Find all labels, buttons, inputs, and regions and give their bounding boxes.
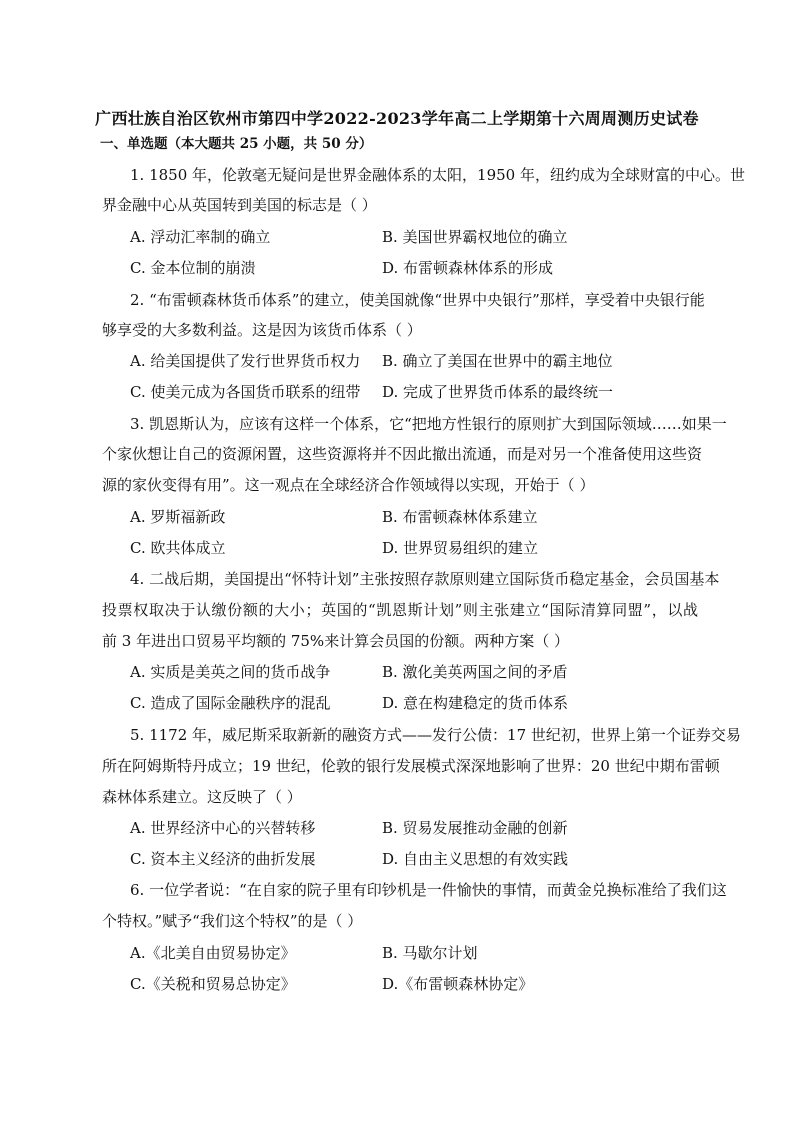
question-text-line: 2. “布雷顿森林货币体系”的建立，使美国就像“世界中央银行”那样，享受着中央银行能 [130,291,705,309]
question-text-line: 个家伙想让自己的资源闲置，这些资源将并不因此撤出流通，而是对另一个准备使用这些资 [102,445,703,463]
page-title: 广西壮族自治区钦州市第四中学2022-2023学年高二上学期第十六周周测历史试卷 [95,109,699,128]
option-c[interactable]: C.《关税和贸易总协定》 [130,975,296,993]
question-text-line: 6. 一位学者说：“在自家的院子里有印钞机是一件愉快的事情，而黄金兑换标准给了我们这 [130,881,727,899]
option-a[interactable]: A. 罗斯福新政 [130,508,226,526]
option-d[interactable]: D. 布雷顿森林体系的形成 [382,259,554,277]
question-text-line: 所在阿姆斯特丹成立；19 世纪，伦敦的银行发展模式深深地影响了世界：20 世纪中期布雷顿 [102,757,720,775]
option-c[interactable]: C. 欧共体成立 [130,539,226,557]
option-a[interactable]: A. 世界经济中心的兴替转移 [130,819,316,837]
section-note: （本大题共 25 小题，共 50 分） [167,136,373,152]
option-b[interactable]: B. 激化美英两国之间的矛盾 [382,663,568,681]
option-d[interactable]: D.《布雷顿森林协定》 [382,975,534,993]
section-label: 一、单选题 [100,136,168,152]
question-text-line: 个特权。”赋予“我们这个特权”的是（ ） [102,912,363,930]
question-text-line: 4. 二战后期，美国提出“怀特计划”主张按照存款原则建立国际货币稳定基金，会员国基本 [130,570,720,588]
question-text-line: 3. 凯恩斯认为，应该有这样一个体系，它“把地方性银行的原则扩大到国际领域……如果一 [130,415,727,433]
option-a[interactable]: A. 浮动汇率制的确立 [130,228,271,246]
option-c[interactable]: C. 资本主义经济的曲折发展 [130,850,316,868]
section-header [100,132,372,152]
question-text-line: 源的家伙变得有用”。这一观点在全球经济合作领域得以实现，开始于（ ） [102,476,595,494]
question-text-line: 5. 1172 年，威尼斯采取新新的融资方式——发行公债：17 世纪初，世界上第一个证券交易 [130,726,741,744]
option-b[interactable]: B. 马歇尔计划 [382,944,478,962]
question-text-line: 界金融中心从英国转到美国的标志是（ ） [102,196,377,214]
option-c[interactable]: C. 使美元成为各国货币联系的纽带 [130,383,361,401]
option-b[interactable]: B. 布雷顿森林体系建立 [382,508,538,526]
option-a[interactable]: A. 实质是美英之间的货币战争 [130,663,331,681]
option-c[interactable]: C. 金本位制的崩溃 [130,259,256,277]
option-b[interactable]: B. 美国世界霸权地位的确立 [382,228,568,246]
option-a[interactable]: A.《北美自由贸易协定》 [130,944,296,962]
option-b[interactable]: B. 贸易发展推动金融的创新 [382,819,568,837]
option-d[interactable]: D. 自由主义思想的有效实践 [382,850,569,868]
option-c[interactable]: C. 造成了国际金融秩序的混乱 [130,694,331,712]
question-text-line: 投票权取决于认缴份额的大小；英国的“凯恩斯计划”则主张建立“国际清算同盟”，以战 [102,601,698,619]
question-text-line: 1. 1850 年，伦敦毫无疑问是世界金融体系的太阳，1950 年，纽约成为全球财富的中心。世 [130,166,745,184]
option-b[interactable]: B. 确立了美国在世界中的霸主地位 [382,352,613,370]
question-text-line: 前 3 年进出口贸易平均额的 75%来计算会员国的份额。两种方案（ ） [102,632,569,650]
option-d[interactable]: D. 世界贸易组织的建立 [382,539,539,557]
option-d[interactable]: D. 意在构建稳定的货币体系 [382,694,569,712]
question-text-line: 森林体系建立。这反映了（ ） [102,788,302,806]
option-a[interactable]: A. 给美国提供了发行世界货币权力 [130,352,361,370]
question-text-line: 够享受的大多数利益。这是因为该货币体系（ ） [102,321,422,339]
option-d[interactable]: D. 完成了世界货币体系的最终统一 [382,383,614,401]
